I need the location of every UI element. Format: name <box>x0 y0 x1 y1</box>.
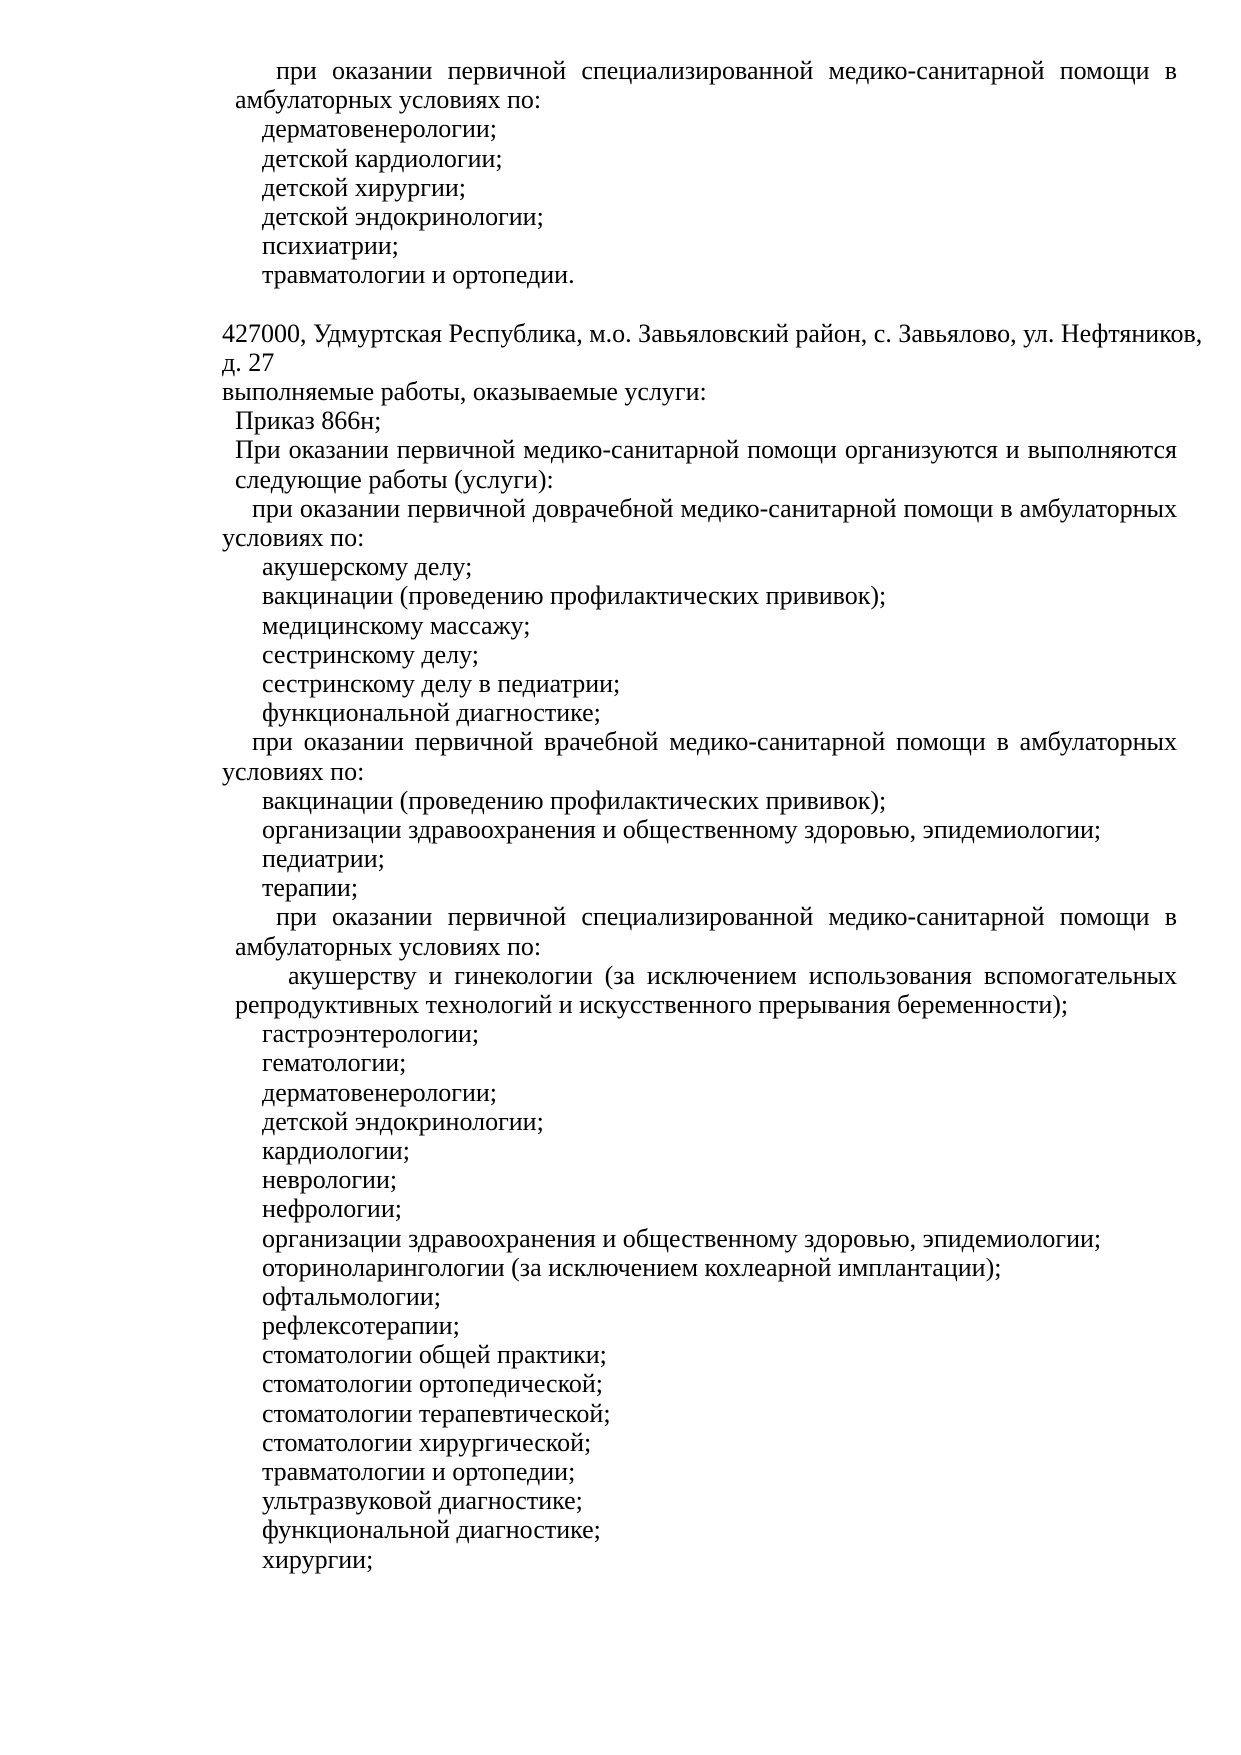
document-line: педиатрии; <box>262 844 385 874</box>
document-line: психиатрии; <box>262 231 399 261</box>
document-line: гастроэнтерологии; <box>262 1019 480 1049</box>
document-line: условиях по: <box>222 756 365 786</box>
document-line: травматологии и ортопедии; <box>262 1457 576 1486</box>
document-line: травматологии и ортопедии. <box>262 260 575 290</box>
document-line: акушерству и гинекологии (за исключением использования вспомогательных <box>288 960 1177 990</box>
document-line: гематологии; <box>262 1048 407 1078</box>
document-line: стоматологии общей практики; <box>262 1340 607 1370</box>
document-line: акушерскому делу; <box>262 552 473 582</box>
document-line: стоматологии ортопедической; <box>262 1369 604 1399</box>
document-line: сестринскому делу; <box>262 639 480 669</box>
document-line: д. 27 <box>222 347 275 377</box>
document-line: стоматологии хирургической; <box>262 1427 592 1457</box>
document-line: условиях по: <box>222 523 365 552</box>
document-line: при оказании первичной доврачебной медико-санитарной помощи в амбулаторных <box>252 493 1177 523</box>
document-line: ультразвуковой диагностике; <box>262 1486 583 1516</box>
document-line: офтальмологии; <box>262 1281 441 1311</box>
document-line: сестринскому делу в педиатрии; <box>262 668 621 698</box>
document-line: следующие работы (услуги): <box>235 464 554 494</box>
document-line: неврологии; <box>262 1165 398 1195</box>
document-line: вакцинации (проведению профилактических прививок); <box>262 581 887 611</box>
document-line: детской хирургии; <box>262 172 467 202</box>
document-line: при оказании первичной врачебной медико-санитарной помощи в амбулаторных <box>252 727 1177 757</box>
document-line: стоматологии терапевтической; <box>262 1398 611 1428</box>
document-line: вакцинации (проведению профилактических прививок); <box>262 785 887 815</box>
document-line: хирургии; <box>262 1544 374 1574</box>
document-line: амбулаторных условиях по: <box>235 931 542 961</box>
document-line: медицинскому массажу; <box>262 610 531 640</box>
document-line: 427000, Удмуртская Республика, м.о. Завьяловский район, с. Завьялово, ул. Нефтяников, <box>222 318 1203 348</box>
document-line: дерматовенерологии; <box>262 1077 498 1107</box>
document-line: выполняемые работы, оказываемые услуги: <box>222 377 707 407</box>
document-line: нефрологии; <box>262 1194 402 1224</box>
document-line: Приказ 866н; <box>235 406 382 436</box>
document-line: терапии; <box>262 873 359 903</box>
document-line: амбулаторных условиях по: <box>235 85 542 115</box>
document-line: дерматовенерологии; <box>262 114 498 144</box>
document-line: функциональной диагностике; <box>262 698 601 728</box>
document-line: При оказании первичной медико-санитарной помощи организуются и выполняются <box>235 435 1177 465</box>
document-line: кардиологии; <box>262 1135 410 1165</box>
document-line: детской кардиологии; <box>262 143 503 173</box>
document-line: репродуктивных технологий и искусственного прерывания беременности); <box>235 990 1069 1019</box>
document-line: рефлексотерапии; <box>262 1311 460 1341</box>
document-line: организации здравоохранения и общественному здоровью, эпидемиологии; <box>262 814 1102 844</box>
document-line: функциональной диагностике; <box>262 1515 601 1545</box>
document-line: при оказании первичной специализированной медико-санитарной помощи в <box>276 56 1177 85</box>
document-line: детской эндокринологии; <box>262 1106 544 1136</box>
document-line: оториноларингологии (за исключением кохлеарной имплантации); <box>262 1252 1002 1282</box>
document-line: детской эндокринологии; <box>262 201 544 231</box>
blank-line <box>222 290 1177 319</box>
document-line: при оказании первичной специализированной медико-санитарной помощи в <box>276 902 1177 932</box>
document-line: организации здравоохранения и общественному здоровью, эпидемиологии; <box>262 1223 1102 1253</box>
